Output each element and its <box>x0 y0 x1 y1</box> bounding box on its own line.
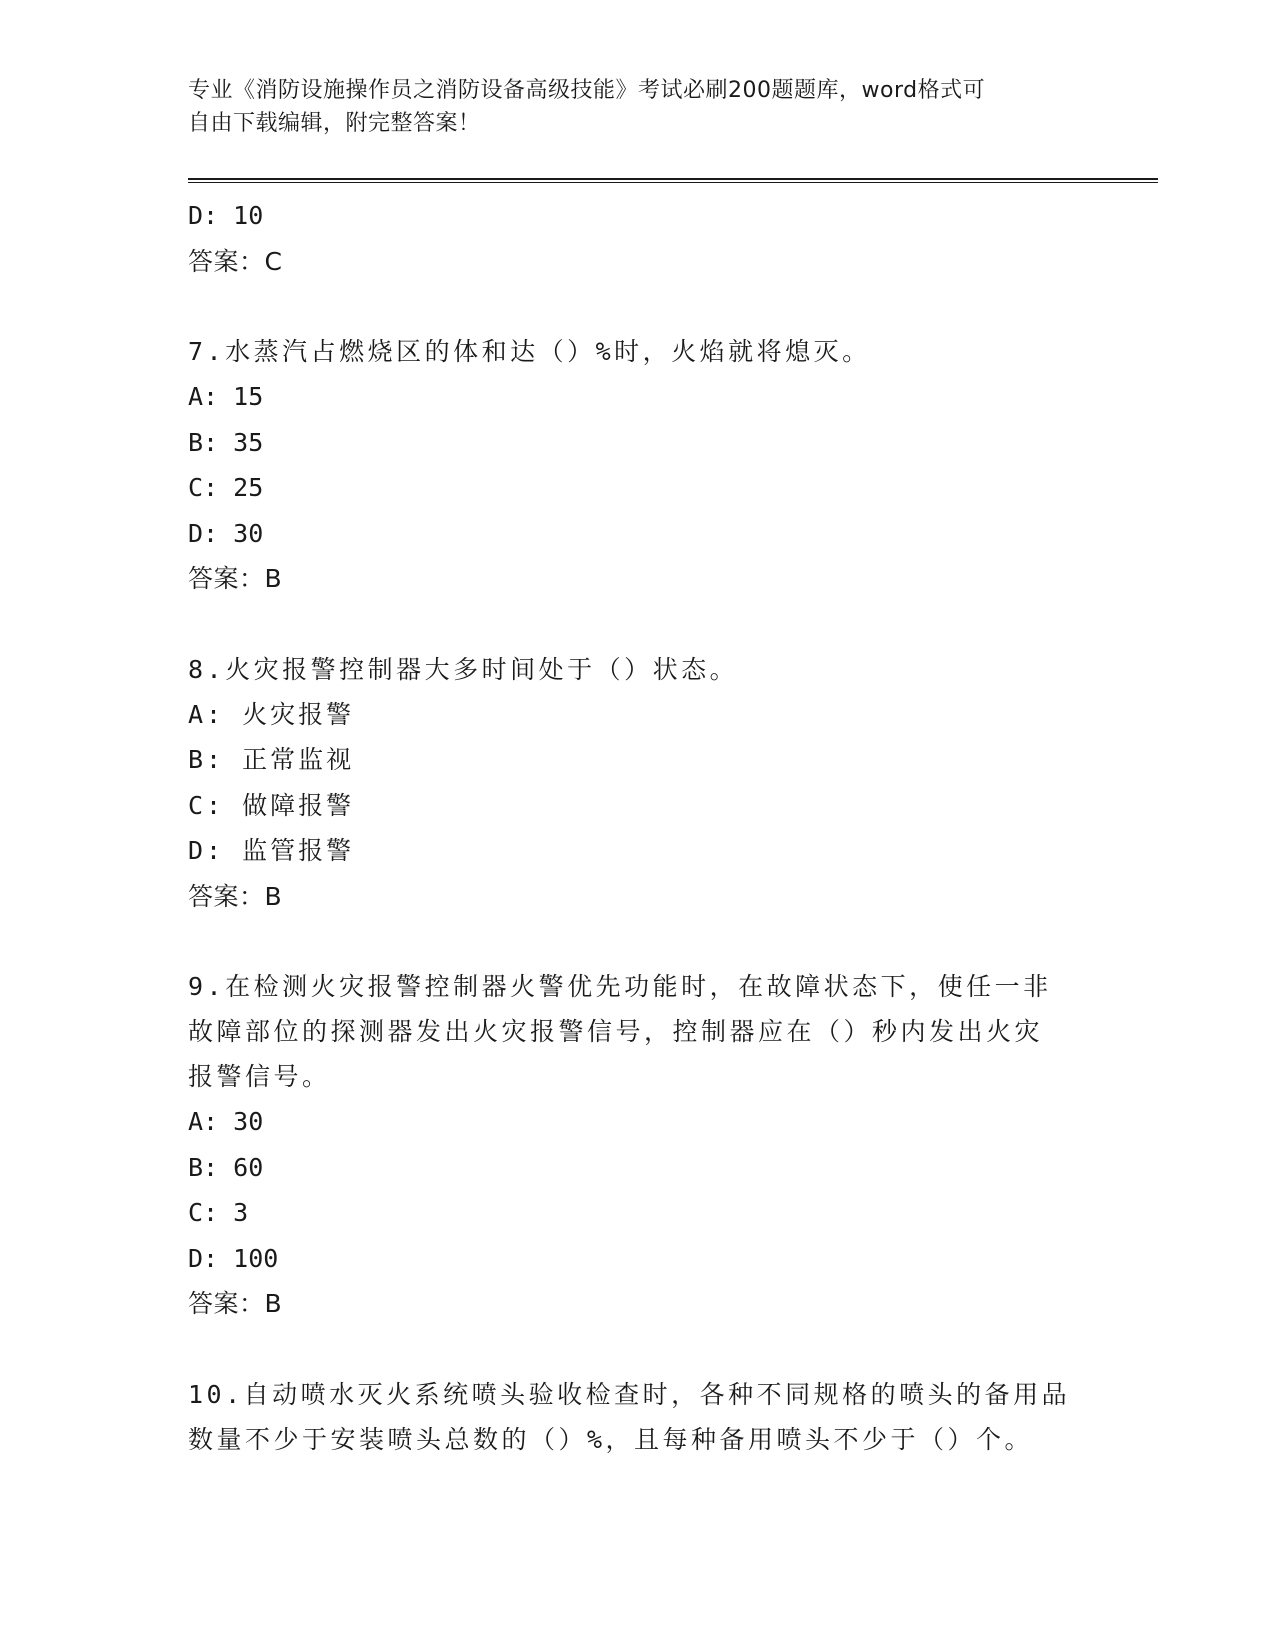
spacer <box>188 1327 1088 1372</box>
question-list <box>188 193 1088 1462</box>
question-7-text: 7.水蒸汽占燃烧区的体和达（）%时，火焰就将熄灭。 <box>188 337 871 366</box>
question-8-text: 8.火灾报警控制器大多时间处于（）状态。 <box>188 654 739 684</box>
question-7-option-a: A: 15 <box>188 382 264 411</box>
question-9-text-line-1: 9.在检测火灾报警控制器火警优先功能时，在故障状态下，使任一非 <box>188 972 1052 1001</box>
question-9-option-c: C: 3 <box>188 1198 249 1227</box>
question-7-option-d: D: 30 <box>188 518 264 548</box>
question-7-option-b: B: 35 <box>188 427 264 457</box>
question-9-option-b: B: 60 <box>188 1152 264 1182</box>
question-9-text-line-3: 报警信号。 <box>188 1062 331 1091</box>
question-8-option-c: C: 做障报警 <box>188 790 355 820</box>
option-d: D: 10 <box>188 201 264 230</box>
question-9-answer: 答案：B <box>188 1289 283 1318</box>
question-8-option-b: B: 正常监视 <box>188 745 355 774</box>
question-8-option-a: A: 火灾报警 <box>188 699 355 729</box>
header-title-line-2: 自由下载编辑，附完整答案！ <box>188 111 481 136</box>
spacer <box>188 919 1088 964</box>
header-divider <box>188 178 1158 183</box>
question-8-option-d: D: 监管报警 <box>188 836 355 865</box>
question-7-answer: 答案：B <box>188 564 283 593</box>
header-title-line-1: 专业《消防设施操作员之消防设备高级技能》考试必刷200题题库，word格式可 <box>188 78 986 103</box>
spacer <box>188 602 1088 647</box>
question-9-option-d: D: 100 <box>188 1243 279 1273</box>
question-9-option-a: A: 30 <box>188 1107 264 1136</box>
question-10-text-line-1: 10.自动喷水灭火系统喷头验收检查时，各种不同规格的喷头的备用品 <box>188 1379 1071 1409</box>
answer: 答案：C <box>188 246 283 276</box>
question-7-option-c: C: 25 <box>188 473 264 502</box>
spacer <box>188 284 1088 329</box>
document-header <box>188 74 1068 140</box>
question-10-text-line-2: 数量不少于安装喷头总数的（）%，且每种备用喷头不少于（）个。 <box>188 1424 1034 1454</box>
question-9-text-line-2: 故障部位的探测器发出火灾报警信号，控制器应在（）秒内发出火灾 <box>188 1017 1044 1046</box>
question-8-answer: 答案：B <box>188 881 283 911</box>
